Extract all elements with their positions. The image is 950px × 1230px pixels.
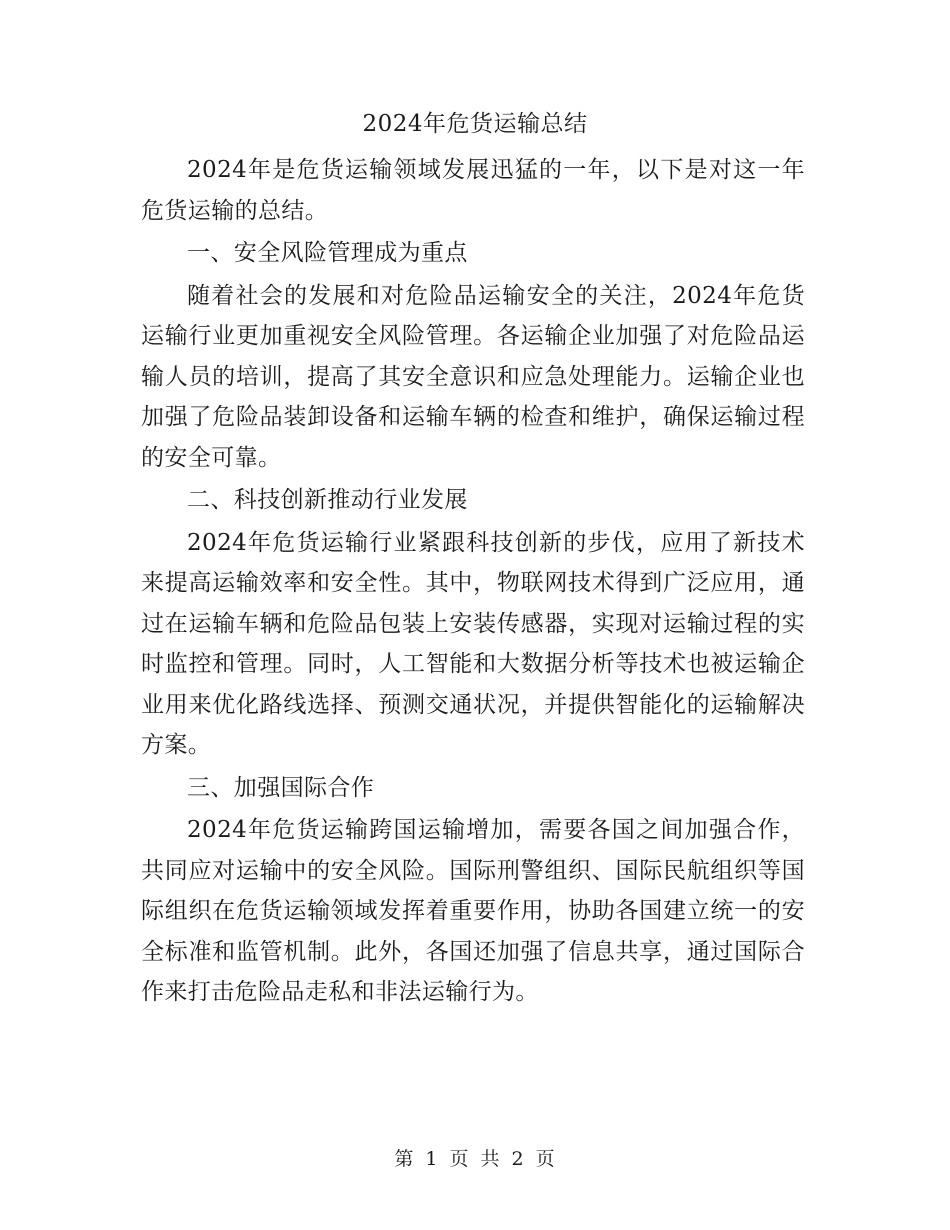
section-paragraph-2: 2024年危货运输行业紧跟科技创新的步伐，应用了新技术来提高运输效率和安全性。其中，物联网技术得到广泛应用，通过在运输车辆和危险品包装上安装传感器，实现对运输过程的实时监控和管理。同时，人工智能和大数据分析等技术也被运输企业用来优化路线选择、预测交通状况，并提供智能化的运输解决方案。: [141, 529, 805, 758]
section-paragraph-1: 随着社会的发展和对危险品运输安全的关注，2024年危货运输行业更加重视安全风险管理。各运输企业加强了对危险品运输人员的培训，提高了其安全意识和应急处理能力。运输企业也加强了危险品装卸设备和运输车辆的检查和维护，确保运输过程的安全可靠。: [141, 282, 805, 471]
intro-paragraph: 2024年是危货运输领域发展迅猛的一年，以下是对这一年危货运输的总结。: [141, 157, 805, 224]
page-footer: 第 1 页 共 2 页: [394, 1148, 556, 1170]
section-heading-1: 一、安全风险管理成为重点: [187, 240, 468, 266]
document-body: [141, 150, 805, 1013]
section-heading-3: 三、加强国际合作: [187, 774, 375, 801]
section-heading-2: 二、科技创新推动行业发展: [187, 487, 468, 513]
section-paragraph-3: 2024年危货运输跨国运输增加，需要各国之间加强合作，共同应对运输中的安全风险。国际刑警组织、国际民航组织等国际组织在危货运输领域发挥着重要作用，协助各国建立统一的安全标准和监管机制。此外，各国还加强了信息共享，通过国际合作来打击危险品走私和非法运输行为。: [141, 817, 805, 1005]
document-title: 2024年危货运输总结: [362, 111, 588, 137]
